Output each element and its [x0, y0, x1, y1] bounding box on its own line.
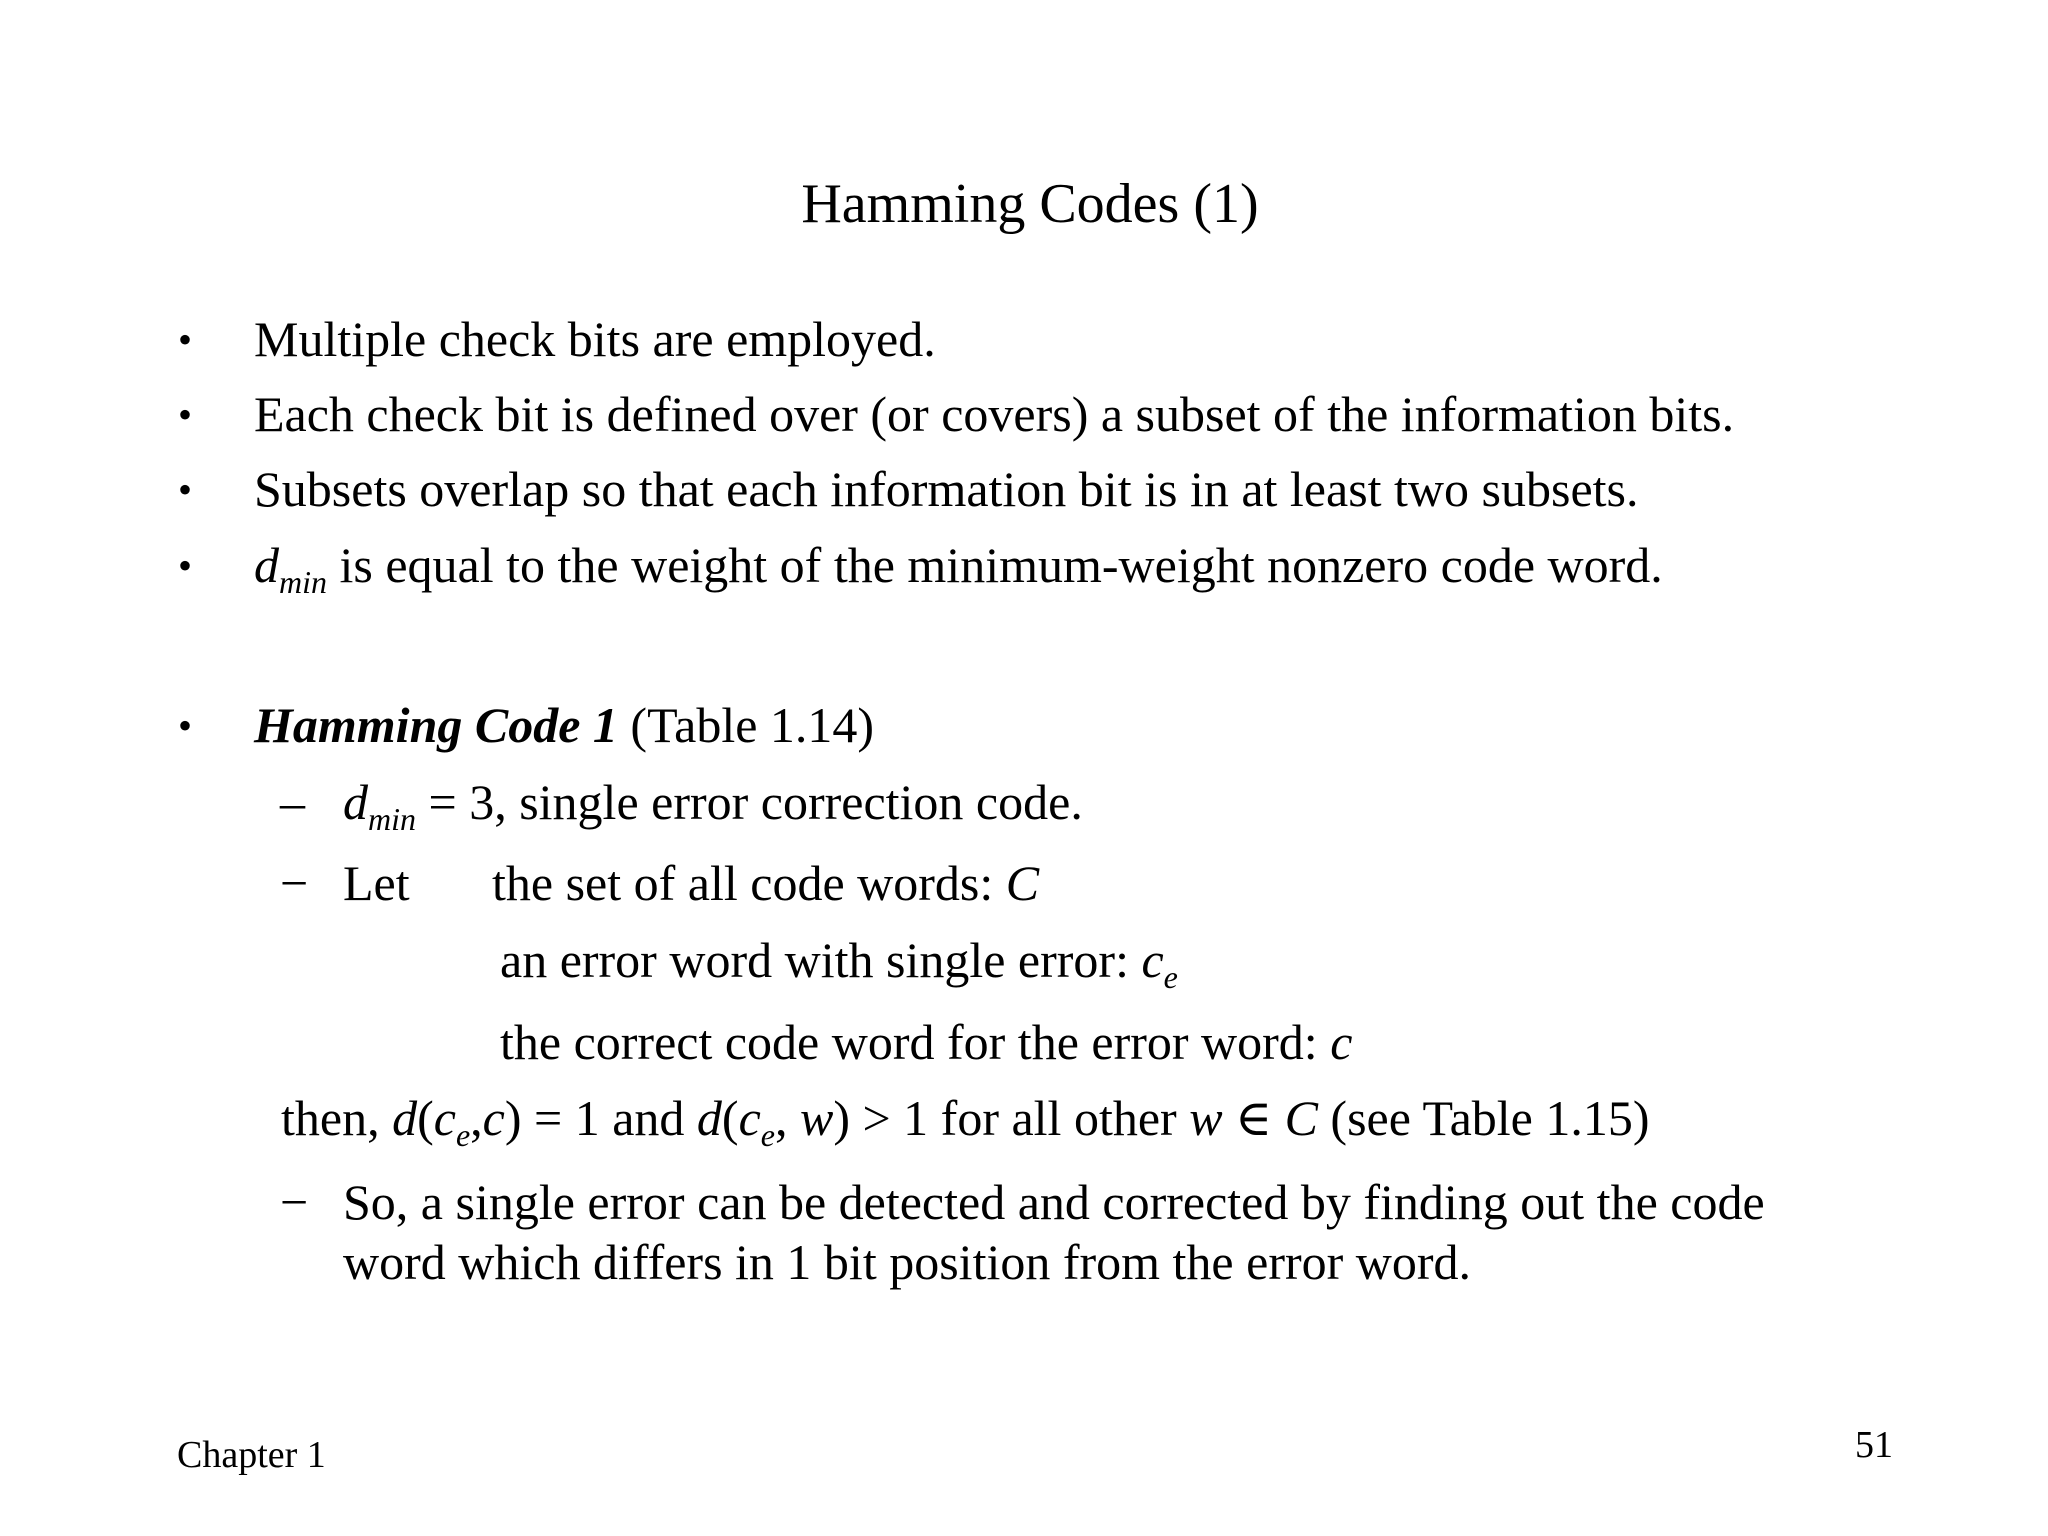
ce-var: c: [433, 1090, 456, 1146]
bullet-marker: •: [178, 703, 193, 748]
bullet-marker: •: [178, 543, 193, 588]
let-line-3: [500, 1014, 1353, 1070]
bullet-marker: •: [178, 392, 193, 437]
let-label: Let: [343, 855, 410, 911]
bullet-text-2: Each check bit is defined over (or covers) a subset of the information bits.: [254, 386, 1735, 442]
dmin-equals-3-line: [343, 774, 1083, 838]
hamming-code-heading: [254, 697, 875, 753]
let-line-2: [500, 932, 1178, 996]
sub-minus-marker: −: [280, 855, 309, 911]
then-text: (: [721, 1090, 739, 1146]
element-of-symbol: ∈: [1222, 1090, 1285, 1146]
dmin-var: d: [343, 774, 368, 830]
sub-minus-marker: −: [280, 1174, 309, 1230]
so-line-1: So, a single error can be detected and corrected by finding out the code: [343, 1174, 1765, 1230]
dmin-var: d: [254, 537, 279, 593]
ce-var: c: [738, 1090, 761, 1146]
ce-subscript: e: [455, 1117, 471, 1154]
then-text: (see Table 1.15): [1317, 1090, 1650, 1146]
slide-title: Hamming Codes (1): [801, 173, 1259, 235]
distance-d-var: d: [392, 1090, 418, 1146]
then-text: (: [417, 1090, 434, 1146]
ce-var: c: [1141, 932, 1164, 988]
let-line-3-text: the correct code word for the error word:: [500, 1014, 1331, 1070]
so-line-2: word which differs in 1 bit position from the error word.: [343, 1234, 1472, 1290]
distance-d-var: d: [696, 1090, 722, 1146]
bullet-4-rest: is equal to the weight of the minimum-weight nonzero code word.: [327, 537, 1663, 593]
then-text: ) > 1 for all other: [833, 1090, 1190, 1146]
w-var: w: [799, 1090, 834, 1146]
bullet-text-1: Multiple check bits are employed.: [254, 311, 936, 367]
bullet-text-3: Subsets overlap so that each information bit is in at least two subsets.: [254, 461, 1639, 517]
bullet-text-4: [254, 537, 1663, 601]
then-text: ) = 1 and: [504, 1090, 697, 1146]
w-var: w: [1189, 1090, 1223, 1146]
c-var: c: [1330, 1014, 1353, 1070]
set-C-var: C: [1284, 1090, 1318, 1146]
dmin-subscript: min: [279, 564, 327, 601]
then-text: ,: [470, 1090, 483, 1146]
set-C-var: C: [1005, 855, 1040, 911]
ce-subscript: e: [1163, 959, 1178, 996]
footer-chapter: Chapter 1: [177, 1434, 326, 1476]
then-line: [281, 1090, 1650, 1154]
page-number: 51: [1855, 1424, 1893, 1466]
dmin-subscript: min: [368, 801, 416, 838]
let-line-1-text: the set of all code words:: [492, 855, 1006, 911]
ce-subscript: e: [760, 1117, 775, 1154]
bullet-marker: •: [178, 467, 193, 512]
then-text: ,: [774, 1090, 800, 1146]
c-var: c: [482, 1090, 505, 1146]
dmin-equals-3-rest: = 3, single error correction code.: [416, 774, 1083, 830]
let-line-2-text: an error word with single error:: [500, 932, 1142, 988]
then-text: then,: [281, 1090, 393, 1146]
hamming-code-ref: (Table 1.14): [617, 697, 875, 753]
let-line-1: [492, 855, 1040, 911]
sub-dash-marker: –: [280, 774, 305, 830]
hamming-code-name: Hamming Code 1: [254, 697, 618, 753]
bullet-marker: •: [178, 317, 193, 362]
